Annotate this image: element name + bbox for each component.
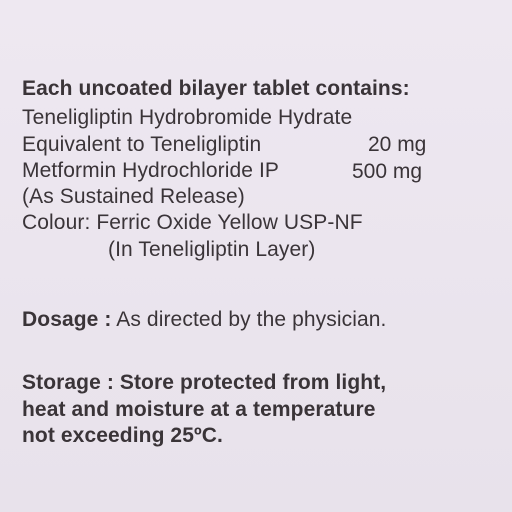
dosage-label: Dosage : bbox=[22, 308, 112, 331]
storage-line-3: not exceeding 25ºC. bbox=[22, 424, 223, 447]
composition-heading: Each uncoated bilayer tablet contains: bbox=[22, 77, 410, 100]
dosage-line bbox=[22, 308, 387, 332]
sustained-release-line: (As Sustained Release) bbox=[22, 185, 245, 208]
teneligliptin-hydrobromide-line: Teneligliptin Hydrobromide Hydrate bbox=[22, 106, 353, 129]
storage-line-1: Storage : Store protected from light, bbox=[22, 371, 387, 394]
metformin-line: Metformin Hydrochloride IP bbox=[22, 159, 280, 182]
dosage-text: As directed by the physician. bbox=[116, 308, 387, 331]
teneligliptin-dose: 20 mg bbox=[368, 133, 427, 156]
teneligliptin-equivalent-line: Equivalent to Teneligliptin bbox=[22, 133, 262, 156]
storage-line-2: heat and moisture at a temperature bbox=[22, 398, 376, 421]
colour-line: Colour: Ferric Oxide Yellow USP-NF bbox=[22, 211, 363, 234]
colour-layer-line: (In Teneligliptin Layer) bbox=[108, 238, 316, 261]
metformin-dose: 500 mg bbox=[352, 160, 423, 183]
